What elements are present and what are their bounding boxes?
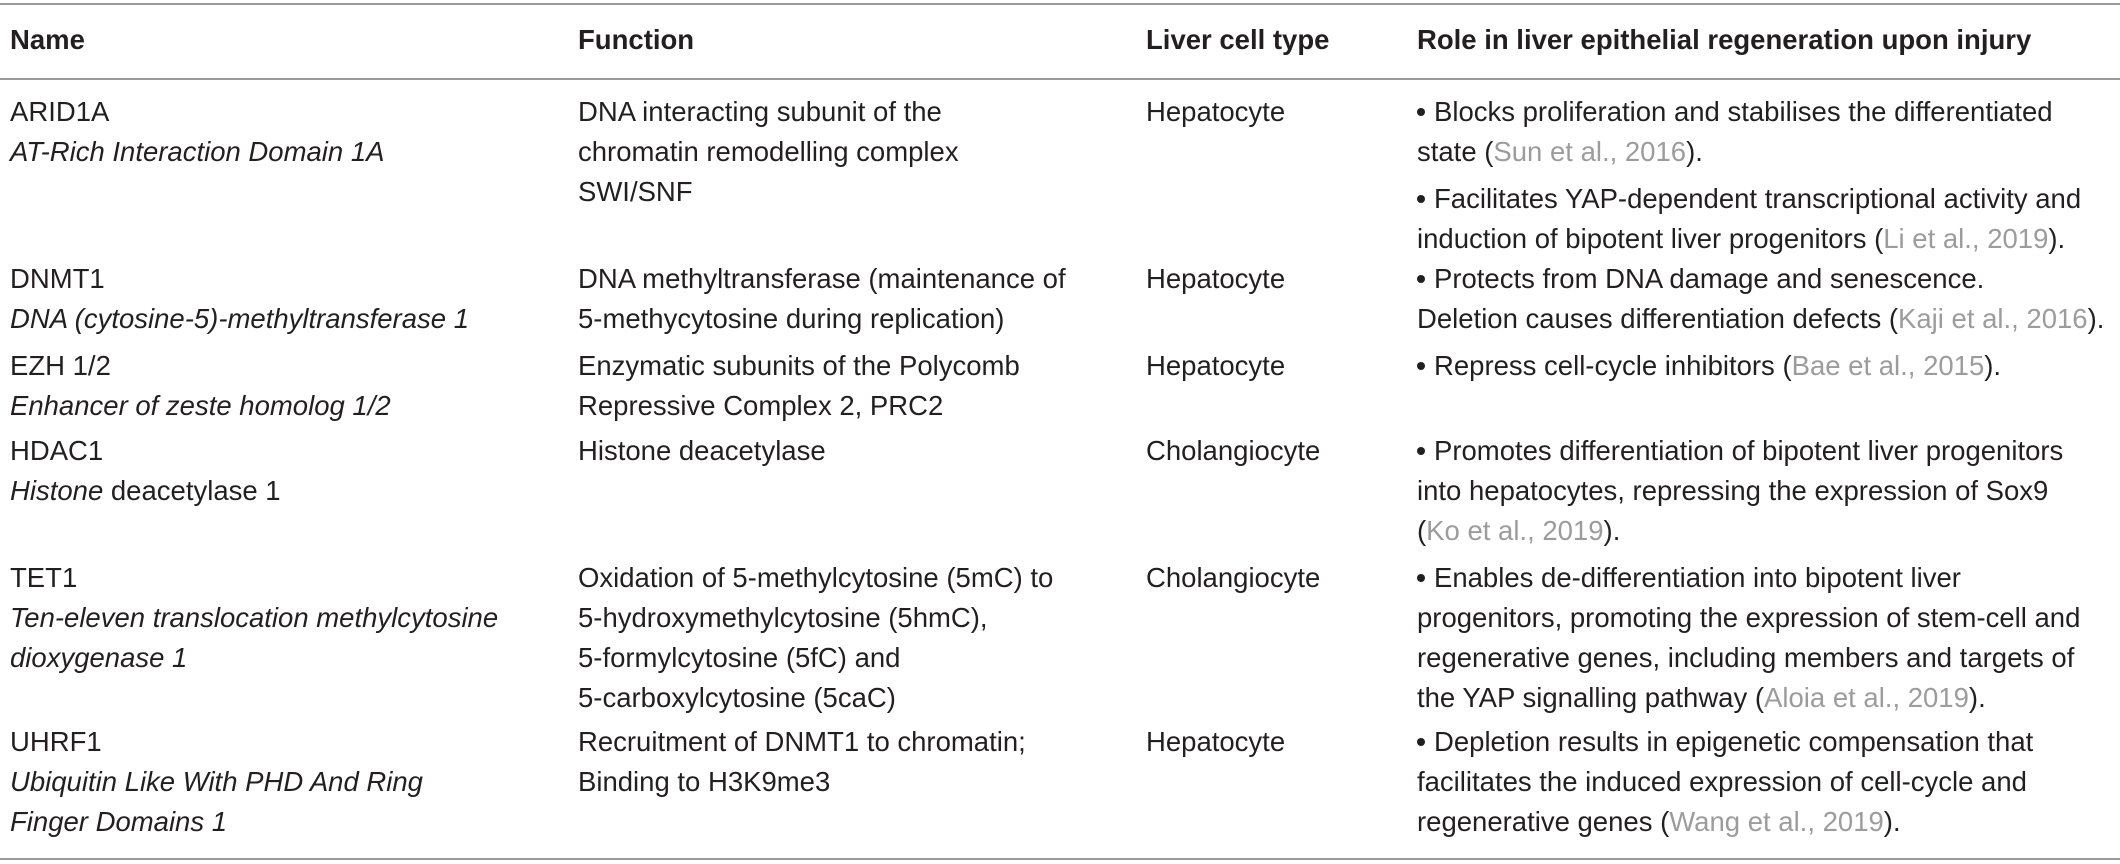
function-line: 5-methycytosine during replication) <box>578 303 1005 334</box>
role-text: Protects from DNA damage and senescence. <box>1434 263 1985 294</box>
gene-full-name: Enhancer of zeste homolog 1/2 <box>10 390 391 421</box>
bullet-icon <box>1417 738 1425 746</box>
table-row-hdac1-cell-type: Cholangiocyte <box>1146 435 1321 466</box>
role-text: ). <box>2048 223 2066 254</box>
role-text: ). <box>1883 806 1901 837</box>
table-row-arid1a-cell-type: Hepatocyte <box>1146 96 1286 127</box>
function-line: 5-hydroxymethylcytosine (5hmC), <box>578 602 988 633</box>
header-role: Role in liver epithelial regeneration upon injury <box>1417 24 2032 55</box>
gene-full-name-rest: deacetylase 1 <box>103 475 281 506</box>
bullet-icon <box>1417 195 1425 203</box>
table-row-arid1a-name <box>10 92 384 172</box>
role-text: Promotes differentiation of bipotent liver progenitors <box>1434 435 2064 466</box>
gene-full-name: AT-Rich Interaction Domain 1A <box>10 136 385 167</box>
role-text: Blocks proliferation and stabilises the differentiated <box>1434 96 2053 127</box>
table-row-tet1-name <box>10 558 498 678</box>
function-line: 5-formylcytosine (5fC) and <box>578 642 901 673</box>
function-line: Binding to H3K9me3 <box>578 766 831 797</box>
role-text: regenerative genes ( <box>1417 806 1670 837</box>
table-row-uhrf1-cell-type: Hepatocyte <box>1146 726 1286 757</box>
role-text: into hepatocytes, repressing the expression of Sox9 <box>1417 475 2049 506</box>
role-text: ). <box>1603 515 1621 546</box>
table-row-arid1a-function <box>578 92 959 212</box>
gene-full-name-italic: Histone <box>10 475 104 506</box>
table-row-tet1-function <box>578 558 1053 718</box>
gene-symbol: DNMT1 <box>10 263 105 294</box>
header-cell-type: Liver cell type <box>1146 24 1330 55</box>
role-text: progenitors, promoting the expression of stem-cell and <box>1417 602 2081 633</box>
table-bottom-rule <box>0 858 2120 860</box>
gene-symbol: UHRF1 <box>10 726 102 757</box>
table-header-rule <box>0 78 2120 80</box>
citation-link[interactable]: Bae et al., 2015 <box>1791 350 1985 381</box>
gene-full-name: Ubiquitin Like With PHD And Ring <box>10 766 423 797</box>
role-text: ). <box>2087 303 2105 334</box>
role-text: state ( <box>1417 136 1494 167</box>
gene-full-name: DNA (cytosine-5)-methyltransferase 1 <box>10 303 469 334</box>
role-text: Depletion results in epigenetic compensation that <box>1434 726 2034 757</box>
role-text: facilitates the induced expression of cell-cycle and <box>1417 766 2027 797</box>
role-text: Repress cell-cycle inhibitors ( <box>1434 350 1792 381</box>
table-row-ezh-role <box>1417 346 2001 386</box>
role-text: ( <box>1417 515 1427 546</box>
citation-link[interactable]: Li et al., 2019 <box>1883 223 2049 254</box>
function-line: DNA interacting subunit of the <box>578 96 942 127</box>
function-line: SWI/SNF <box>578 176 693 207</box>
gene-full-name: dioxygenase 1 <box>10 642 188 673</box>
role-text: Enables de-differentiation into bipotent liver <box>1434 562 1961 593</box>
table-row-tet1-role <box>1417 558 2080 718</box>
function-line: DNA methyltransferase (maintenance of <box>578 263 1066 294</box>
role-text: Facilitates YAP-dependent transcriptional activity and <box>1434 183 2082 214</box>
function-line: chromatin remodelling complex <box>578 136 959 167</box>
role-text: ). <box>1984 350 2002 381</box>
gene-symbol: TET1 <box>10 562 78 593</box>
bullet-icon <box>1417 275 1425 283</box>
table-row-arid1a-role <box>1417 92 2081 259</box>
table-top-rule <box>0 3 2120 5</box>
role-text: ). <box>1686 136 1703 167</box>
header-function: Function <box>578 24 695 55</box>
citation-link[interactable]: Sun et al., 2016 <box>1493 136 1687 167</box>
table-row-ezh-cell-type: Hepatocyte <box>1146 350 1286 381</box>
bullet-icon <box>1417 108 1425 116</box>
citation-link[interactable]: Kaji et al., 2016 <box>1898 303 2088 334</box>
gene-full-name: Ten-eleven translocation methylcytosine <box>10 602 499 633</box>
table-row-hdac1-function <box>578 431 826 471</box>
gene-symbol: EZH 1/2 <box>10 350 111 381</box>
bullet-icon <box>1417 574 1425 582</box>
role-text: the YAP signalling pathway ( <box>1417 682 1765 713</box>
table-row-tet1-cell-type: Cholangiocyte <box>1146 562 1321 593</box>
bullet-icon <box>1417 447 1425 455</box>
bullet-icon <box>1417 362 1425 370</box>
table-row-dnmt1-role <box>1417 259 2104 339</box>
table-row-dnmt1-cell-type: Hepatocyte <box>1146 263 1286 294</box>
gene-symbol: ARID1A <box>10 96 110 127</box>
table-row-dnmt1-function <box>578 259 1066 339</box>
function-line: Recruitment of DNMT1 to chromatin; <box>578 726 1026 757</box>
table-row-hdac1-name <box>10 431 281 511</box>
table-row-ezh-name <box>10 346 391 426</box>
role-text: induction of bipotent liver progenitors ( <box>1417 223 1884 254</box>
citation-link[interactable]: Aloia et al., 2019 <box>1764 682 1969 713</box>
role-text: regenerative genes, including members and targets of <box>1417 642 2075 673</box>
gene-symbol: HDAC1 <box>10 435 104 466</box>
function-line: Repressive Complex 2, PRC2 <box>578 390 944 421</box>
table-row-uhrf1-role <box>1417 722 2033 842</box>
citation-link[interactable]: Wang et al., 2019 <box>1669 806 1884 837</box>
function-line: 5-carboxylcytosine (5caC) <box>578 682 896 713</box>
gene-full-name: Finger Domains 1 <box>10 806 228 837</box>
table-row-ezh-function <box>578 346 1020 426</box>
role-text: Deletion causes differentiation defects ( <box>1417 303 1899 334</box>
function-line: Oxidation of 5-methylcytosine (5mC) to <box>578 562 1054 593</box>
table-row-uhrf1-name <box>10 722 423 842</box>
function-line: Histone deacetylase <box>578 435 826 466</box>
table-row-dnmt1-name <box>10 259 469 339</box>
header-name: Name <box>10 24 85 55</box>
table-row-hdac1-role <box>1417 431 2063 551</box>
role-text: ). <box>1968 682 1986 713</box>
table-row-uhrf1-function <box>578 722 1026 802</box>
function-line: Enzymatic subunits of the Polycomb <box>578 350 1020 381</box>
citation-link[interactable]: Ko et al., 2019 <box>1426 515 1604 546</box>
